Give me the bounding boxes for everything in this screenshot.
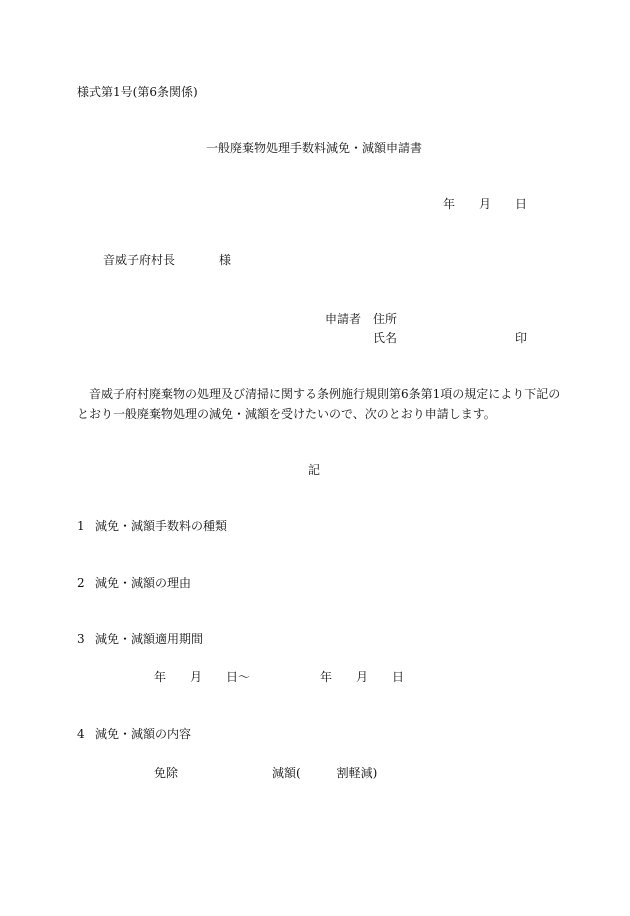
period-to: 年 月 日 <box>320 670 405 684</box>
form-number: 様式第1号(第6条関係) <box>77 85 198 99</box>
item-number: 3 <box>77 632 85 646</box>
content-reduction: 減額( 割軽減) <box>272 766 378 780</box>
item-number: 4 <box>77 727 85 741</box>
period-from: 年 月 日～ <box>154 670 251 684</box>
body-text-line-1: 音威子府村廃棄物の処理及び清掃に関する条例施行規則第6条第1項の規定により下記の <box>89 387 561 401</box>
item-number: 2 <box>77 576 85 590</box>
item-label: 減免・減額手数料の種類 <box>95 519 228 533</box>
applicant-name-label: 氏名 <box>373 331 398 345</box>
item-number: 1 <box>77 519 85 533</box>
item-label: 減免・減額適用期間 <box>95 632 204 646</box>
applicant-address-label: 住所 <box>373 312 398 326</box>
addressee-name: 音威子府村長 <box>103 253 176 267</box>
date-line: 年 月 日 <box>443 197 528 211</box>
body-text-line-2: とおり一般廃棄物処理の減免・減額を受けたいので、次のとおり申請します。 <box>77 407 496 421</box>
ki-heading: 記 <box>308 463 321 477</box>
applicant-label: 申請者 <box>325 312 362 326</box>
item-label: 減免・減額の内容 <box>95 727 192 741</box>
applicant-seal: 印 <box>515 331 528 345</box>
content-exemption: 免除 <box>154 766 179 780</box>
document-title: 一般廃棄物処理手数料減免・減額申請書 <box>206 141 423 155</box>
item-label: 減免・減額の理由 <box>95 576 192 590</box>
addressee-honorific: 様 <box>219 253 232 267</box>
